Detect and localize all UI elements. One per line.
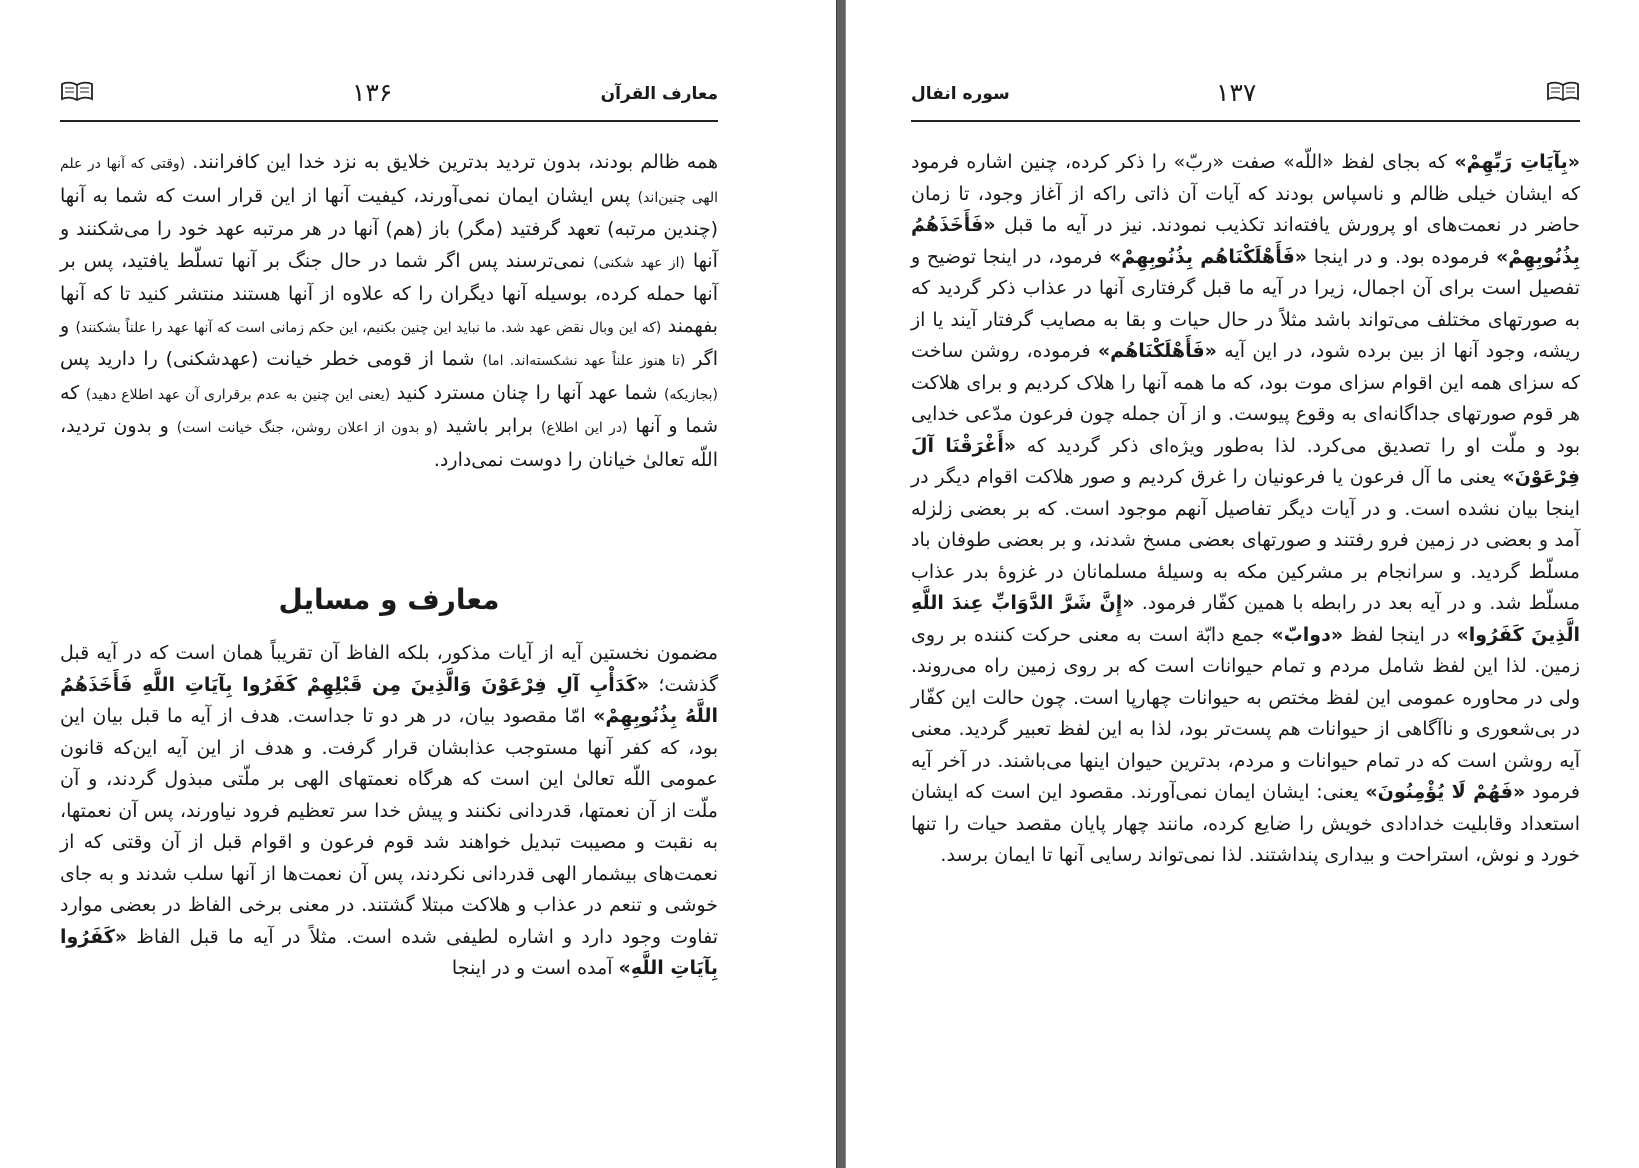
text: فرموده بود. و در اینجا xyxy=(1313,245,1490,268)
page-number: ١٣٧ xyxy=(1216,78,1257,107)
aside: (که این وبال نقض عهد شد. ما نباید این چنین بکنیم، این حکم زمانی است که آنها عهد را علناً بشکنند) xyxy=(75,319,662,336)
text: که بجای لفظ «اللّه» صفت «ربّ» را ذکر کرده، چنین اشاره فرمود که ایشان خیلی ظالم و ناسپاس بودند که آیات آن ذاتی راکه از آغاز وجود، تا زمان حاضر در نعمت‌های او پرورش یافته‌اند تکذیب نمودند. نیز در آیه ما قبل xyxy=(911,151,1580,236)
book-icon xyxy=(60,80,94,102)
aside: (وقتی که آنها در علم الهی چنین‌اند) xyxy=(60,156,719,206)
quran-quote: «فَأَهْلَكْنَاهُم بِذُنُوبِهِمْ» xyxy=(1109,245,1308,268)
left-paragraph-2 xyxy=(60,638,718,985)
quran-quote: «فَأَهْلَكْنَاهُم» xyxy=(1097,340,1217,362)
quran-quote: «فَأَخَذَهُمُ بِذُنُوبِهِمْ» xyxy=(911,214,1581,268)
text: شما عهد آنها را چنان مسترد کنید xyxy=(396,381,658,404)
text: شما از قومی خطر خیانت (عهدشکنی) را دارید پس xyxy=(60,348,475,370)
quran-quote: «كَفَرُوا بِآيَاتِ اللَّهِ» xyxy=(60,925,718,979)
text: که شما و آنها xyxy=(60,381,719,437)
text: برابر باشید xyxy=(445,415,534,437)
text: و اگر xyxy=(60,314,718,370)
quran-quote: «كَدَأْبِ آلِ فِرْعَوْنَ وَالَّذِينَ مِن قَبْلِهِمْ كَفَرُوا بِآيَاتِ اللَّهِ فَأَخَذَهُمُ اللَّهُ بِذُنُوبِهِمْ» xyxy=(60,673,718,727)
aside: (تا هنوز علناً عهد نشکسته‌اند. اما) xyxy=(482,353,686,369)
text: یعنی ما آل فرعون یا فرعونیان را غرق کردیم و صور هلاکت اقوام دیگر در اینجا بیان نشده است. و در آیات دیگر تفاصیل آنهم موجود است. که بر بعضی زلزله آمد و بعضی در زمین فرو رفتند و صورتهای بعضی مسخ شدند، و بر بعضی طوفان باد مسلّط گردید. و سرانجام بر مشرکین مکه به وسیلهٔ مسلمانان در غزوهٔ بدر عذاب مسلّط شد. و در آیه بعد در رابطه با همین کفّار فرمود. xyxy=(911,466,1581,614)
book-gutter xyxy=(836,0,846,1168)
quran-quote: «دوابّ» xyxy=(1271,623,1344,646)
aside: (از عهد شکنی) xyxy=(593,254,685,271)
text: آمده است و در اینجا xyxy=(451,957,613,979)
aside: (و بدون از اعلان روشن، جنگ خیانت است) xyxy=(176,420,438,436)
running-title: معارف القرآن xyxy=(600,84,718,104)
text: در اینجا لفظ xyxy=(1350,623,1450,646)
text: جمع دابّة است به معنی حرکت کننده بر روی زمین. لذا این لفظ شامل مردم و تمام حیوانات است که بر روی زمین راه می‌روند. ولی در محاوره عمومی این لفظ مختص به حیوانات چهارپا است. چون حالت این کفّار در بی‌شعوری و ناآگاهی از حیوانات هم پست‌تر بود، لذا به این لفظ تعبیر گردید. معنی آیه روشن است که در تمام حیوانات و مردم، بدترین حیوان اینها می‌باشند. در آخر آیه فرمود xyxy=(911,623,1580,803)
quran-quote: «بِآيَاتِ رَبِّهِمْ» xyxy=(1454,151,1580,173)
left-paragraph-1 xyxy=(60,147,718,476)
text: فرمود، در اینجا توضیح و تفصیل است برای آن اجمال، زیرا در آیه ما قبل گرفتاری آنها در عذاب ذکر گردید که به صورتهای مختلف می‌تواند باشد مثلاً در حال حیات و بقا به مصایب گرفتار آیند یا از ریشه، وجود آنها از بین برده شود، در این آیه xyxy=(911,245,1580,362)
text: پس ایشان ایمان نمی‌آورند، کیفیت آنها از این قرار است که شما به آنها xyxy=(60,184,631,207)
aside: (در این اطلاع) xyxy=(540,420,628,436)
text: یعنی: ایشان ایمان نمی‌آورند. مقصود این است که ایشان استعداد وقابلیت خدادادی خویش را ضایع کرده، مانند چهار پایان مقصد حیات را تنها خورد و نوش، استراحت و بیداری پنداشتند. لذا نمی‌تواند رسایی آنها تا ایمان برسد. xyxy=(911,781,1580,866)
aside: (یعنی این چنین به عدم برقراری آن عهد اطلاع دهید) xyxy=(85,386,391,403)
quran-quote: «إِنَّ شَرَّ الدَّوَابِّ عِندَ اللَّهِ الَّذِينَ كَفَرُوا» xyxy=(911,592,1581,646)
right-paragraph xyxy=(911,147,1580,872)
book-icon xyxy=(1546,80,1580,102)
page-number: ١٣۶ xyxy=(352,78,393,107)
left-page-header xyxy=(60,80,718,122)
text: نمی‌ترسند پس اگر شما در حال جنگ بر آنها تسلّط یافتید، پس بر آنها حمله کرده، بوسیله آنها دیگران را که علاوه از آنها هستند منتشر کنید تا که آنها بفهمند xyxy=(60,249,718,337)
quran-quote: «فَهُمْ لَا يُؤْمِنُونَ» xyxy=(1365,781,1526,803)
text: مضمون نخستین آیه از آیات مذکور، بلکه الفاظ آن تقریباً همان است که در آیه قبل گذشت؛ xyxy=(60,642,718,696)
text: (چندین مرتبه) تعهد گرفتید (مگر) باز (هم) آنها در هر مرتبه عهد خود را می‌شکنند و آنها xyxy=(60,218,718,272)
right-page xyxy=(846,0,1639,1168)
right-page-header xyxy=(911,80,1580,122)
running-title: سوره انفال xyxy=(911,84,1010,104)
quran-quote: «أَغْرَقْنَا آلَ فِرْعَوْنَ» xyxy=(911,434,1580,488)
text: همه ظالم بودند، بدون تردید بدترین خلایق به نزد خدا این کافرانند. xyxy=(192,151,718,173)
text: فرموده، روشن ساخت که سزای همه این اقوام سزای موت بود، که ما همه آنها را هلاک کردیم و برای هلاکت هر قوم صورتهای جداگانه‌ای به وقوع پیوست. و از آن جمله چون فرعون مدّعی خدایی بود و ملّت او را تصدیق می‌کرد. لذا به‌طور ویژه‌ای ذکر گردید که xyxy=(911,340,1580,457)
text: امّا مقصود بیان، در هر دو تا جداست. هدف از آیه ما قبل بیان این بود، که کفر آنها مستوجب عذابشان قرار گرفت. و هدف از این آیه این‌که قانون عمومی اللّه تعالیٰ این است که هرگاه نعمتهای الهی بر ملّتی مبذول گردند، و آن ملّت از آن نعمتها، قدردانی نکنند و پیش خدا سر تعظیم فرود نیاورند، پس آن نعمتها، به نقبت و مصیبت تبدیل خواهند شد قوم فرعون و اقوام قبل از آن وقتی که از نعمت‌های بیشمار الهی قدردانی نکردند، پس آن نعمت‌ها از آنها سلب شدند و به جای خوشی و تنعم در عذاب و هلاکت مبتلا گشتند. در معنی برخی الفاظ در بعضی موارد تفاوت وجود دارد و اشاره لطیفی شده است. مثلاً در آیه ما قبل الفاظ xyxy=(60,705,718,948)
section-title: معارف و مسایل xyxy=(278,583,500,616)
text: و بدون تردید، اللّه تعالیٰ خیانان را دوست نمی‌دارد. xyxy=(60,415,718,471)
aside: (بجازیکه) xyxy=(663,386,718,403)
